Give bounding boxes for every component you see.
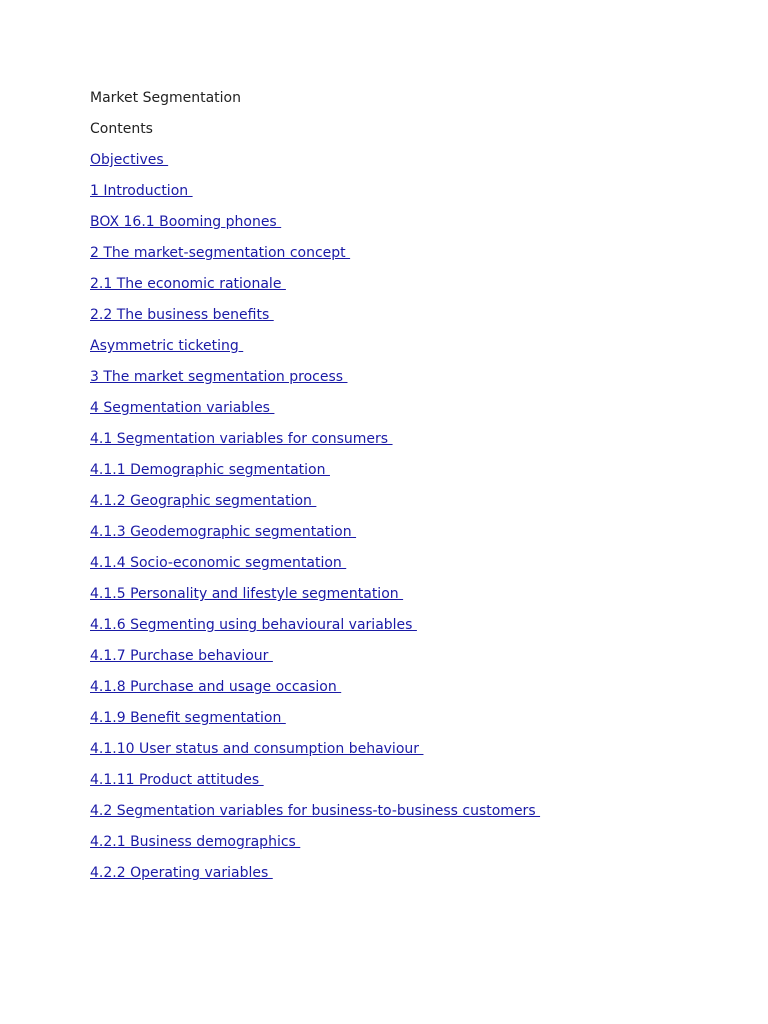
toc-link-personality-lifestyle[interactable]: 4.1.5 Personality and lifestyle segmentation — [90, 586, 404, 602]
toc-link-box-booming-phones[interactable]: BOX 16.1 Booming phones — [90, 214, 282, 230]
toc-link-introduction[interactable]: 1 Introduction — [90, 183, 193, 199]
toc-link-purchase-behaviour[interactable]: 4.1.7 Purchase behaviour — [90, 648, 273, 664]
document-title: Market Segmentation — [90, 90, 241, 106]
contents-heading: Contents — [90, 121, 153, 137]
toc-link-business-demographics[interactable]: 4.2.1 Business demographics — [90, 834, 301, 850]
toc-link-product-attitudes[interactable]: 4.1.11 Product attitudes — [90, 772, 264, 788]
toc-link-operating-variables[interactable]: 4.2.2 Operating variables — [90, 865, 273, 881]
toc-link-purchase-usage-occasion[interactable]: 4.1.8 Purchase and usage occasion — [90, 679, 342, 695]
toc-link-b2b-variables[interactable]: 4.2 Segmentation variables for business-to-business customers — [90, 803, 541, 819]
toc-link-user-status[interactable]: 4.1.10 User status and consumption behaviour — [90, 741, 424, 757]
toc-link-socio-economic-segmentation[interactable]: 4.1.4 Socio-economic segmentation — [90, 555, 347, 571]
toc-link-segmentation-process[interactable]: 3 The market segmentation process — [90, 369, 348, 385]
toc-link-segmentation-variables[interactable]: 4 Segmentation variables — [90, 400, 275, 416]
toc-link-market-segmentation-concept[interactable]: 2 The market-segmentation concept — [90, 245, 351, 261]
toc-link-behavioural-variables[interactable]: 4.1.6 Segmenting using behavioural variables — [90, 617, 417, 633]
toc-link-demographic-segmentation[interactable]: 4.1.1 Demographic segmentation — [90, 462, 330, 478]
toc-link-asymmetric-ticketing[interactable]: Asymmetric ticketing — [90, 338, 244, 354]
toc-link-variables-for-consumers[interactable]: 4.1 Segmentation variables for consumers — [90, 431, 393, 447]
toc-list — [90, 150, 750, 894]
document-page — [90, 88, 750, 894]
toc-link-geographic-segmentation[interactable]: 4.1.2 Geographic segmentation — [90, 493, 317, 509]
toc-link-economic-rationale[interactable]: 2.1 The economic rationale — [90, 276, 286, 292]
toc-link-geodemographic-segmentation[interactable]: 4.1.3 Geodemographic segmentation — [90, 524, 357, 540]
toc-link-business-benefits[interactable]: 2.2 The business benefits — [90, 307, 274, 323]
toc-link-benefit-segmentation[interactable]: 4.1.9 Benefit segmentation — [90, 710, 286, 726]
toc-link-objectives[interactable]: Objectives — [90, 152, 169, 168]
